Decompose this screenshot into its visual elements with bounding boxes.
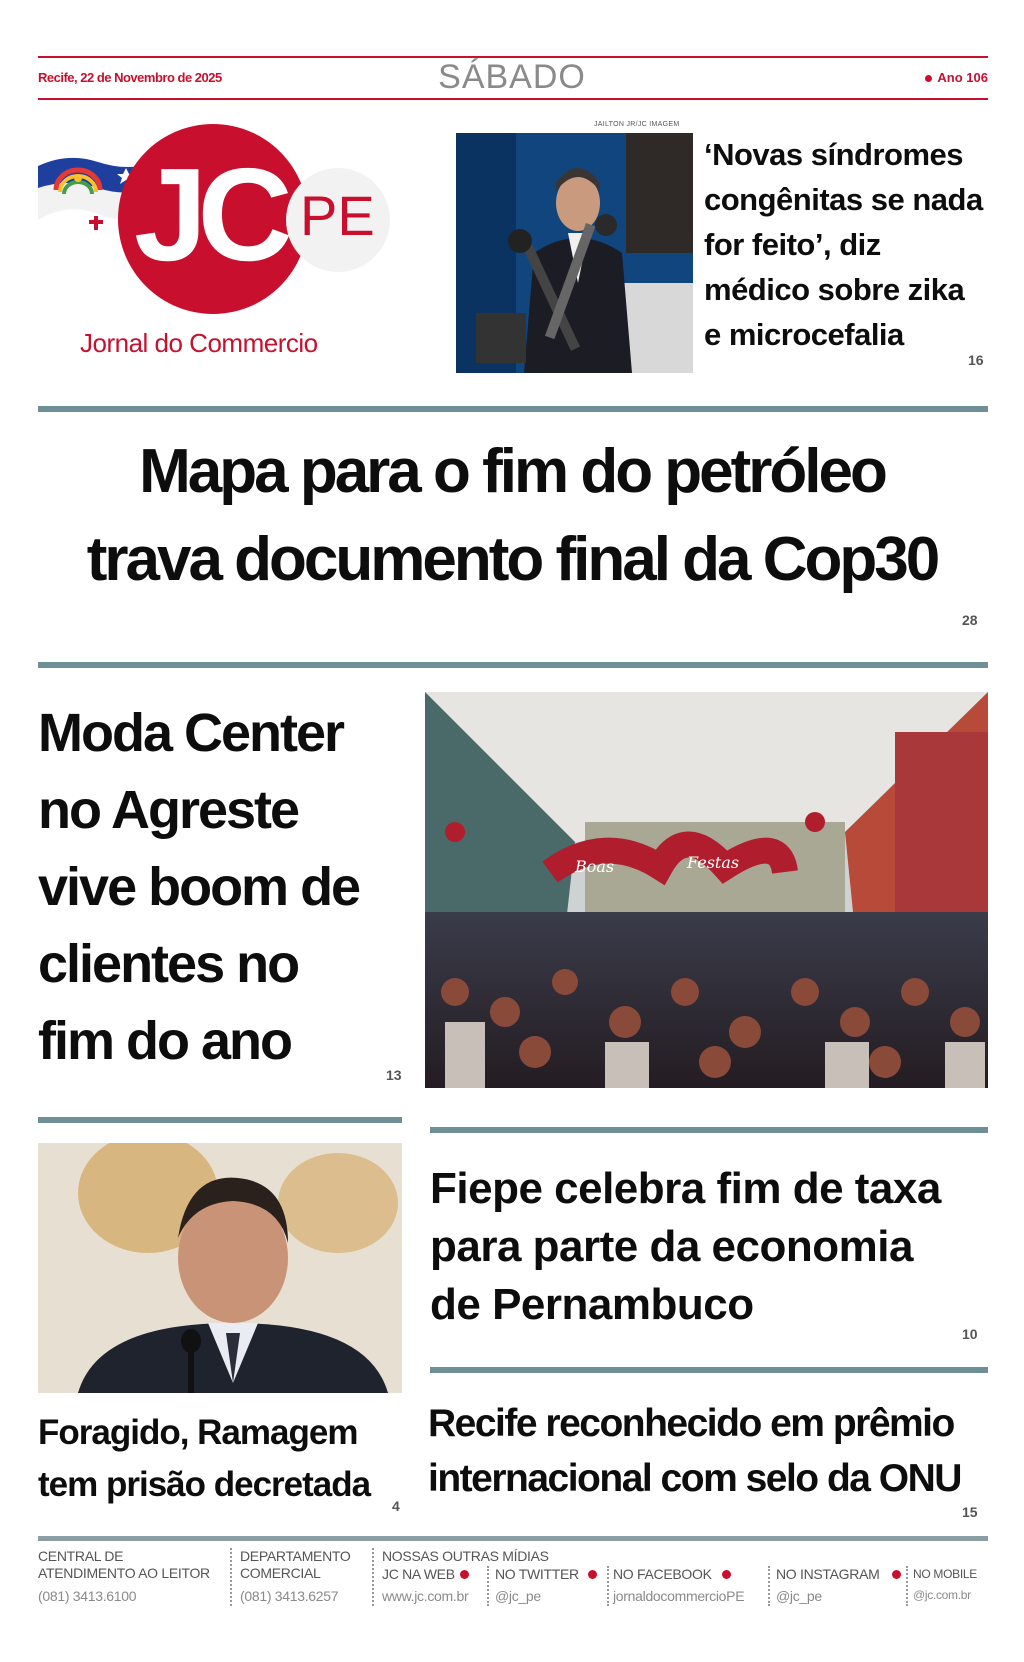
- central-label: CENTRAL DE ATENDIMENTO AO LEITOR: [38, 1548, 210, 1581]
- midias-label: NOSSAS OUTRAS MÍDIAS: [382, 1548, 549, 1564]
- central-phone[interactable]: (081) 3413.6100: [38, 1588, 137, 1604]
- instagram-icon: [892, 1570, 901, 1579]
- fiepe-line: para parte da economia: [430, 1222, 913, 1271]
- web-label: JC NA WEB: [382, 1566, 455, 1582]
- section-rule: [38, 1117, 402, 1123]
- section-rule: [38, 406, 988, 412]
- moda-line: no Agreste: [38, 780, 299, 840]
- logo-name: Jornal do Commercio: [80, 328, 318, 358]
- footer-divider: [607, 1566, 609, 1606]
- comercial-label: DEPARTAMENTO COMERCIAL: [240, 1548, 351, 1581]
- ramagem-image: [38, 1143, 402, 1393]
- ramagem-headline-line1[interactable]: Foragido, Ramagem: [38, 1413, 358, 1452]
- year-label: Ano 106: [937, 70, 988, 85]
- web-icon: [460, 1570, 469, 1579]
- recife-page: 15: [962, 1504, 978, 1520]
- comercial-phone[interactable]: (081) 3413.6257: [240, 1588, 339, 1604]
- moda-center-photo[interactable]: [425, 692, 988, 1088]
- fiepe-line: Fiepe celebra fim de taxa: [430, 1164, 941, 1213]
- edition-weekday: SÁBADO: [438, 58, 586, 96]
- facebook-icon: [722, 1570, 731, 1579]
- facebook-label: NO FACEBOOK: [613, 1566, 712, 1582]
- moda-center-image: [425, 692, 988, 1088]
- fiepe-headline[interactable]: [430, 1160, 990, 1334]
- recife-headline-line1[interactable]: Recife reconhecido em prêmio: [428, 1402, 954, 1445]
- footer-divider: [230, 1548, 232, 1606]
- interview-photo[interactable]: [456, 133, 693, 373]
- ramagem-page: 4: [392, 1498, 400, 1514]
- main-story-page: 28: [962, 612, 978, 628]
- moda-line: clientes no: [38, 934, 299, 994]
- twitter-label: NO TWITTER: [495, 1566, 579, 1582]
- interview-image: [456, 133, 693, 373]
- ramagem-photo[interactable]: [38, 1143, 402, 1393]
- footer-divider: [487, 1566, 489, 1606]
- footer-divider: [768, 1566, 770, 1606]
- mobile-label: NO MOBILE: [913, 1567, 977, 1581]
- twitter-icon: [588, 1570, 597, 1579]
- edition-year: [925, 70, 988, 85]
- header-rule: [38, 98, 988, 100]
- recife-headline-line2[interactable]: internacional com selo da ONU: [428, 1457, 961, 1500]
- section-rule: [430, 1127, 988, 1133]
- section-rule: [430, 1367, 988, 1373]
- banner-text: Festas: [687, 853, 740, 872]
- instagram-value[interactable]: @jc_pe: [776, 1588, 822, 1604]
- footer-divider: [906, 1566, 908, 1606]
- instagram-label: NO INSTAGRAM: [776, 1566, 880, 1582]
- photo-credit: JAILTON JR/JC IMAGEM: [594, 121, 680, 128]
- moda-line: Moda Center: [38, 703, 344, 763]
- moda-line: vive boom de: [38, 857, 360, 917]
- web-value[interactable]: www.jc.com.br: [382, 1588, 469, 1604]
- footer-divider: [372, 1548, 374, 1606]
- mobile-value[interactable]: @jc.com.br: [913, 1588, 971, 1602]
- facebook-value[interactable]: jornaldocommercioPE: [613, 1588, 745, 1604]
- moda-headline[interactable]: [38, 695, 418, 1080]
- twitter-value[interactable]: @jc_pe: [495, 1588, 541, 1604]
- fiepe-line: de Pernambuco: [430, 1280, 754, 1329]
- footer-rule: [38, 1536, 988, 1541]
- main-headline-line1[interactable]: Mapa para o fim do petróleo: [139, 437, 885, 506]
- banner-text: Boas: [575, 857, 615, 876]
- top-story-page: 16: [968, 352, 984, 368]
- moda-page: 13: [386, 1067, 402, 1083]
- edition-date: Recife, 22 de Novembro de 2025: [38, 70, 222, 85]
- ramagem-headline-line2[interactable]: tem prisão decretada: [38, 1465, 371, 1504]
- logo-jc: JC: [134, 141, 283, 288]
- main-headline-line2[interactable]: trava documento final da Cop30: [86, 525, 938, 594]
- fiepe-page: 10: [962, 1326, 978, 1342]
- section-rule: [38, 662, 988, 668]
- logo[interactable]: [38, 120, 418, 380]
- logo-pe: PE: [300, 184, 375, 247]
- moda-line: fim do ano: [38, 1011, 291, 1071]
- top-story-headline[interactable]: ‘Novas síndromes congênitas se nada for feito’, diz médico sobre zika e microcefalia: [704, 137, 983, 352]
